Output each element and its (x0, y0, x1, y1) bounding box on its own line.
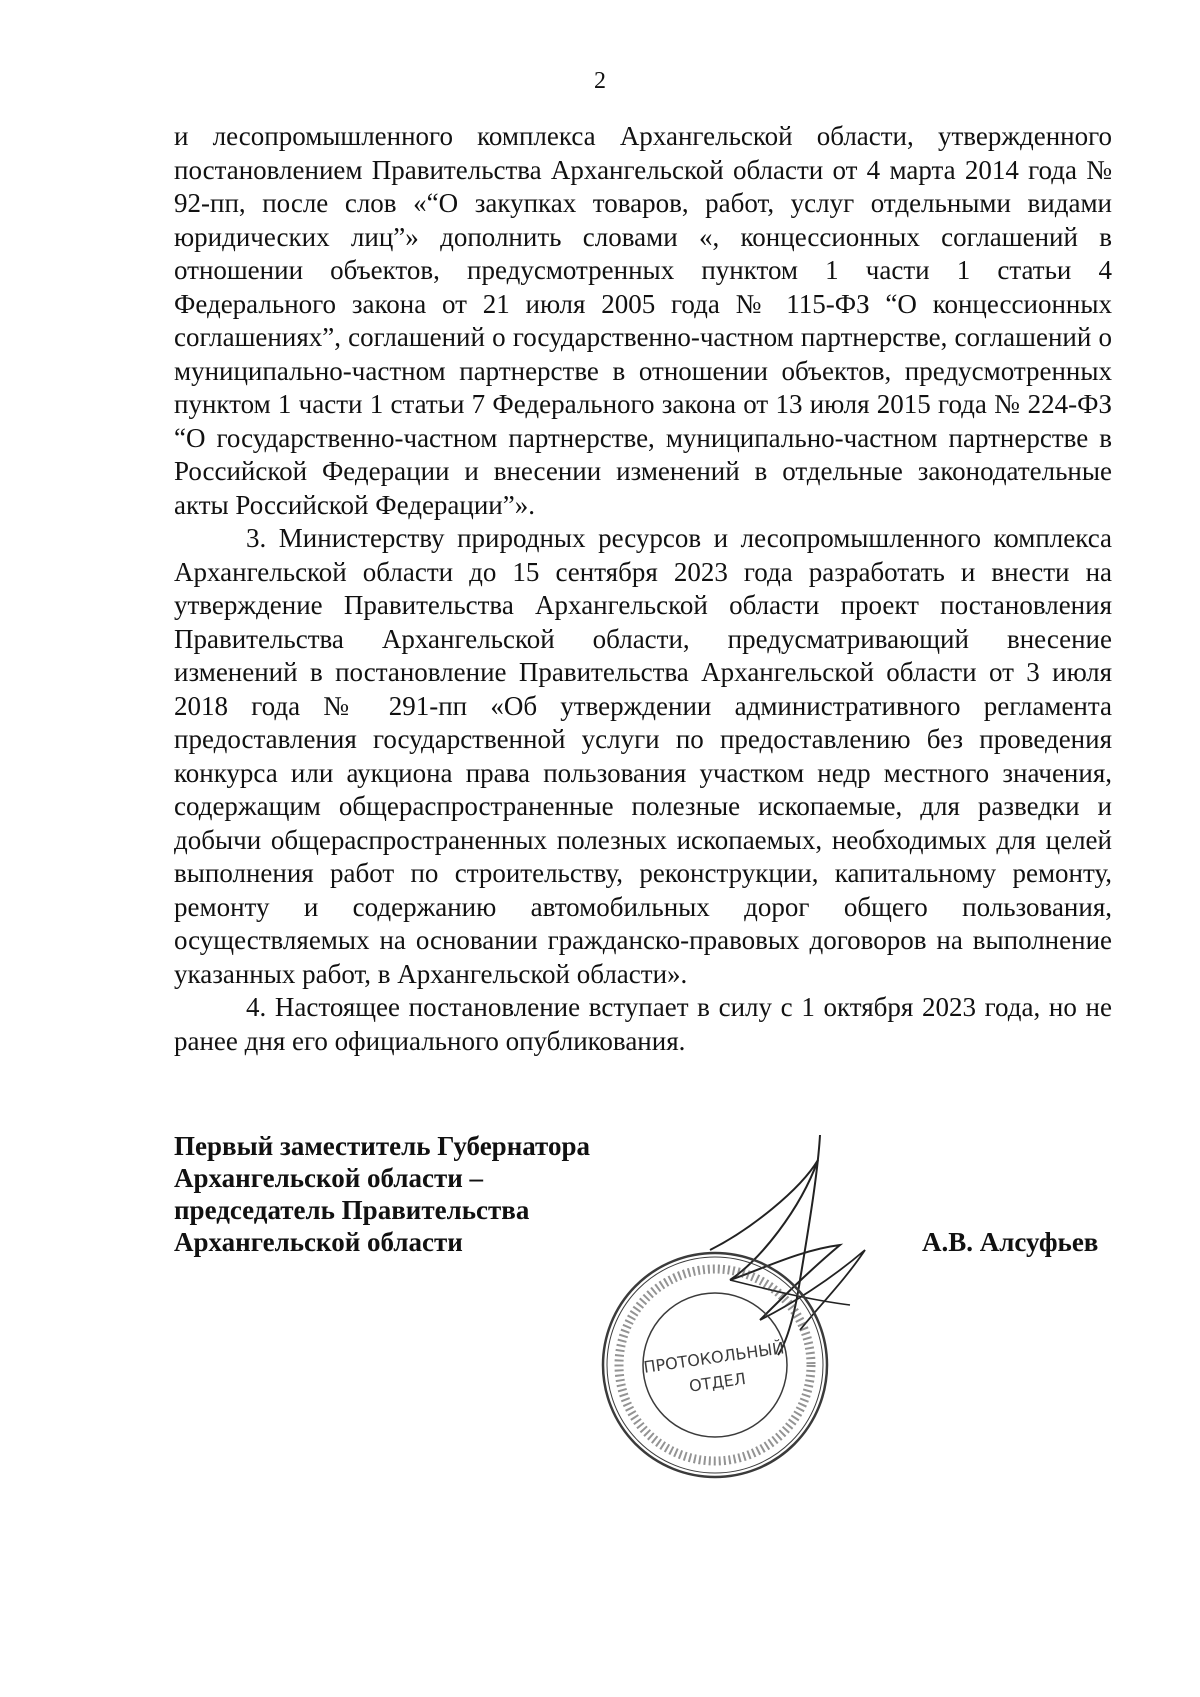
signatory-position-line: Архангельской области (174, 1227, 463, 1257)
signatory-position-line: Первый заместитель Губернатора (174, 1131, 590, 1161)
signatory-position-line: председатель Правительства (174, 1195, 530, 1225)
paragraph-item-3: 3. Министерству природных ресурсов и лесопромышленного комплекса Архангельской области до 15 сентября 2023 года разработать и внести на утверждение Правительства Архангельской области проект постановления Правительства Архангельской области, предусматривающий внесение изменений в постановление Правительства Архангельской области от 3 июля 2018 года № 291-пп «Об утверждении административного регламента предоставления государственной услуги по предоставлению без проведения конкурса или аукциона права пользования участком недр местного значения, содержащим общераспространенные полезные ископаемые, для разведки и добычи общераспространенных полезных ископаемых, необходимых для целей выполнения работ по строительству, реконструкции, капитальному ремонту, ремонту и содержанию автомобильных дорог общего пользования, осуществляемых на основании гражданско-правовых договоров на выполнение указанных работ, в Архангельской области». (174, 523, 1112, 989)
page-number: 2 (594, 68, 606, 94)
signer-name: А.В. Алсуфьев (922, 1227, 1099, 1257)
paragraph-item-4: 4. Настоящее постановление вступает в силу с 1 октября 2023 года, но не ранее дня его официального опубликования. (174, 992, 1112, 1056)
signatory-position (174, 1130, 614, 1258)
signatory-position-line: Архангельской области – (174, 1163, 484, 1193)
stamp-text: ОТДЕЛ (687, 1368, 747, 1396)
official-stamp (595, 1245, 835, 1485)
stamp-text: ПРОТОКОЛЬНЫЙ (642, 1338, 786, 1377)
paragraph-continuation: и лесопромышленного комплекса Архангельской области, утвержденного постановлением Правительства Архангельской области от 4 марта 2014 года № 92-пп, после слов «“О закупках товаров, работ, услуг отдельными видами юридических лиц”» дополнить словами «, концессионных соглашений в отношении объектов, предусмотренных пунктом 1 части 1 статьи 4 Федерального закона от 21 июля 2005 года № 115-ФЗ “О концессионных соглашениях”, соглашений о государственно-частном партнерстве, соглашений о муниципально-частном партнерстве в отношении объектов, предусмотренных пунктом 1 части 1 статьи 7 Федерального закона от 13 июля 2015 года № 224-ФЗ “О государственно-частном партнерстве, муниципально-частном партнерстве в Российской Федерации и внесении изменений в отдельные законодательные акты Российской Федерации”». (174, 121, 1112, 520)
document-body (174, 120, 1112, 1058)
